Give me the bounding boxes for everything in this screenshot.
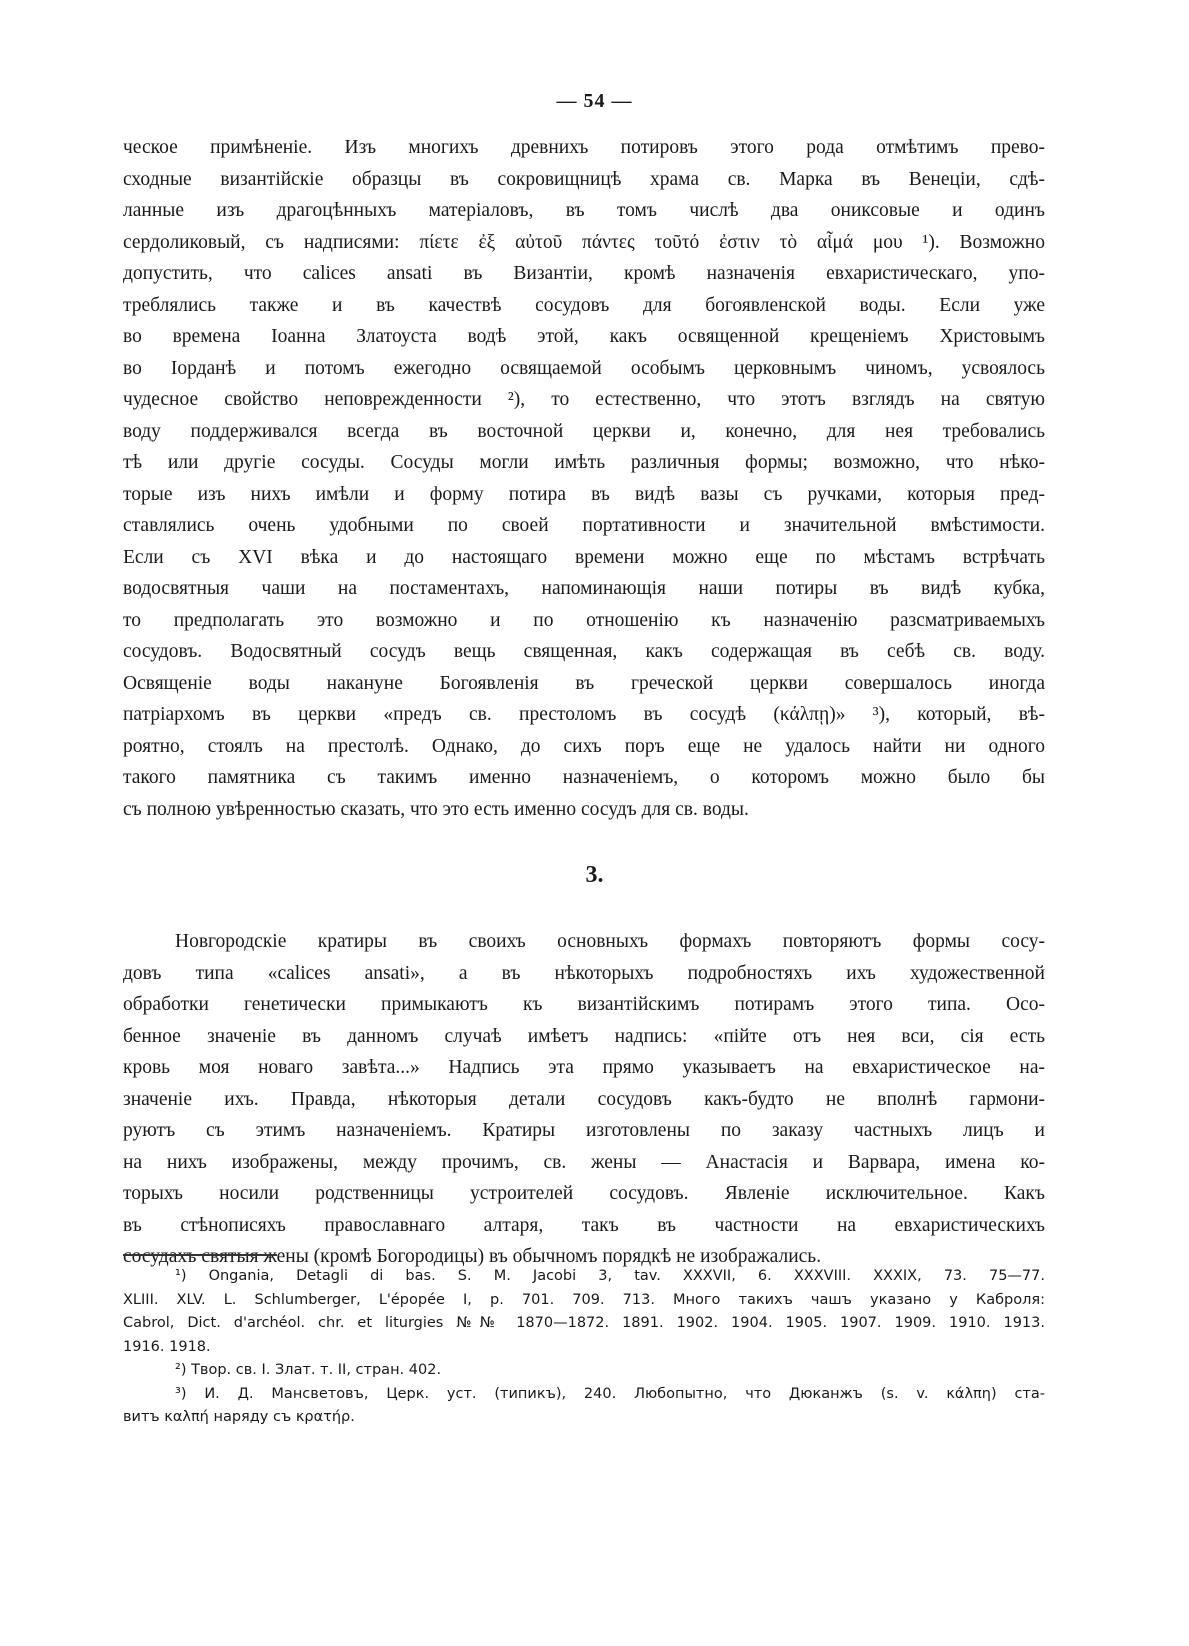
text-line: кровь моя новаго завѣта...» Надпись эта прямо указываетъ на евхаристическое на- — [123, 1057, 1045, 1078]
text-line: тѣ или другіе сосуды. Сосуды могли имѣть различныя формы; возможно, что нѣко- — [123, 452, 1045, 473]
text-line: сосудахъ святыя жены (кромѣ Богородицы) въ обычномъ порядкѣ не изображались. — [123, 1246, 822, 1267]
footnote-line: XLIII. XLV. L. Schlumberger, L'épopée I, p. 701. 709. 713. Много такихъ чашъ указано у Каброля: — [123, 1291, 1045, 1308]
section-heading: 3. — [585, 862, 604, 888]
footnote-divider — [123, 1254, 277, 1256]
text-line: значеніе ихъ. Правда, нѣкоторыя детали сосудовъ какъ-будто не вполнѣ гармони- — [123, 1088, 1045, 1110]
text-line: допустить, что calices ansati въ Византіи, кромѣ назначенія евхаристическаго, упо- — [123, 263, 1045, 284]
footnote-line: ³) И. Д. Мансветовъ, Церк. уст. (типикъ), 240. Любопытно, что Дюканжъ (s. v. κάλπη) ста- — [175, 1385, 1045, 1402]
text-line: торыхъ носили родственницы устроителей сосудовъ. Явленіе исключительное. Какъ — [123, 1183, 1045, 1204]
text-line: то предполагать это возможно и по отношенію къ назначенію разсматриваемыхъ — [123, 609, 1045, 631]
paragraph-continuation — [123, 132, 1045, 825]
text-line: въ стѣнописяхъ православнаго алтаря, такъ въ частности на евхаристическихъ — [123, 1214, 1045, 1236]
text-line: сосудовъ. Водосвятный сосудъ вещь священная, какъ содержащая въ себѣ св. воду. — [123, 641, 1045, 662]
text-line: треблялись также и въ качествѣ сосудовъ для богоявленской воды. Если уже — [123, 294, 1045, 316]
text-line: руютъ съ этимъ назначеніемъ. Кратиры изготовлены по заказу частныхъ лицъ и — [123, 1120, 1045, 1141]
text-line: во Іорданѣ и потомъ ежегодно освящаемой особымъ церковнымъ чиномъ, усвоялось — [123, 357, 1045, 379]
text-line: съ полною увѣренностью сказать, что это есть именно сосудъ для св. воды. — [123, 798, 749, 820]
paragraph-section-3 — [123, 926, 1045, 1273]
footnote-line: ²) Твор. св. І. Злат. т. II, стран. 402. — [175, 1362, 442, 1378]
footnote-line: Cabrol, Dict. d'archéol. chr. et liturgies №№ 1870—1872. 1891. 1902. 1904. 1905. 1907. 1909. 1910. 1913. — [123, 1315, 1045, 1331]
text-line: во времена Іоанна Златоуста водѣ этой, какъ освященной крещеніемъ Христовымъ — [123, 326, 1045, 347]
footnote-line: ¹) Ongania, Detagli di bas. S. M. Jacobi 3, tav. XXXVII, 6. XXXVIII. XXXIX, 73. 75—77. — [175, 1268, 1045, 1284]
text-line: чудесное свойство неповрежденности ²), то естественно, что этотъ взглядъ на святую — [123, 389, 1045, 410]
footnote-line: витъ καλπή наряду съ κρατήρ. — [123, 1409, 355, 1425]
text-line: водосвятныя чаши на постаментахъ, напоминающія наши потиры въ видѣ кубка, — [123, 578, 1045, 599]
text-line: бенное значеніе въ данномъ случаѣ имѣетъ надпись: «пійте отъ нея вси, сія есть — [123, 1025, 1045, 1047]
text-line: роятно, стоялъ на престолѣ. Однако, до сихъ поръ еще не удалось найти ни одного — [123, 735, 1045, 757]
text-line: такого памятника съ такимъ именно назначеніемъ, о которомъ можно было бы — [123, 767, 1045, 788]
text-line: Если съ XVI вѣка и до настоящаго времени можно еще по мѣстамъ встрѣчать — [123, 546, 1045, 568]
text-line: сходные византійскіе образцы въ сокровищницѣ храма св. Марка въ Венеціи, сдѣ- — [123, 168, 1045, 190]
text-line: патріархомъ въ церкви «предъ св. престоломъ въ сосудѣ (κάλπῃ)» ³), который, вѣ- — [123, 704, 1045, 725]
text-line: Новгородскіе кратиры въ своихъ основныхъ формахъ повторяютъ формы сосу- — [175, 931, 1045, 952]
text-line: торые изъ нихъ имѣли и форму потира въ видѣ вазы съ ручками, которыя пред- — [123, 483, 1045, 505]
text-line: Освященіе воды накануне Богоявленія въ греческой церкви совершалось иногда — [123, 672, 1045, 694]
text-line: ческое примѣненіе. Изъ многихъ древнихъ потировъ этого рода отмѣтимъ прево- — [123, 137, 1045, 158]
text-line: воду поддерживался всегда въ восточной церкви и, конечно, для нея требовались — [123, 420, 1045, 442]
text-line: довъ типа «calices ansati», а въ нѣкоторыхъ подробностяхъ ихъ художественной — [123, 962, 1045, 984]
footnotes — [123, 1265, 1045, 1430]
text-line: на нихъ изображены, между прочимъ, св. жены — Анастасія и Варвара, имена ко- — [123, 1151, 1045, 1173]
footnote-line: 1916. 1918. — [123, 1338, 211, 1355]
text-line: сердоликовый, съ надписями: πίετε ἐξ αὐτοῦ πάντες τοῦτό ἐστιν τὸ αἷμά μου ¹). Возможно — [123, 231, 1045, 253]
text-line: обработки генетически примыкаютъ къ византійскимъ потирамъ этого типа. Осо- — [123, 994, 1045, 1015]
text-line: ланные изъ драгоцѣнныхъ матеріаловъ, въ томъ числѣ два ониксовые и одинъ — [123, 200, 1045, 221]
text-line: ставлялись очень удобными по своей портативности и значительной вмѣстимости. — [123, 515, 1045, 536]
page-number: — 54 — — [556, 90, 633, 112]
